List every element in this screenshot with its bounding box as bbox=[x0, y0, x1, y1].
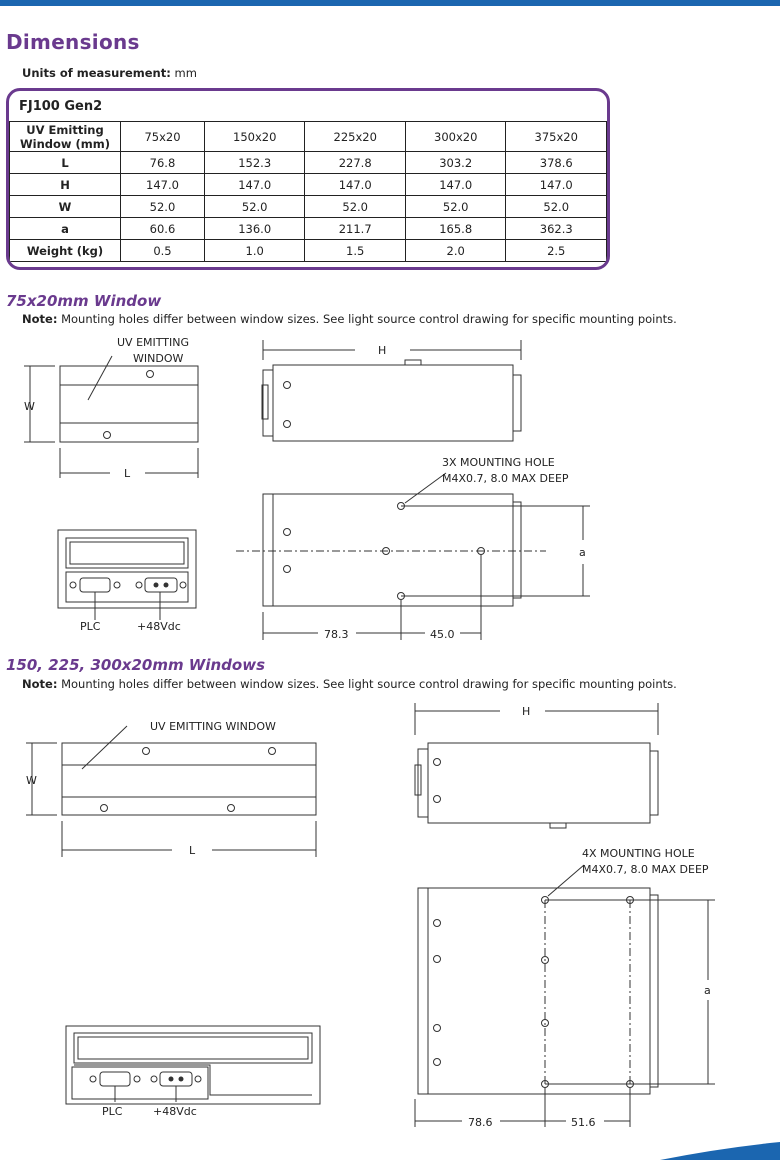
section-heading-150-300x20: 150, 225, 300x20mm Windows bbox=[6, 656, 265, 674]
table-row bbox=[10, 152, 607, 174]
table-cell: 52.0 bbox=[405, 196, 506, 218]
table-row bbox=[10, 240, 607, 262]
dim-78-3: 78.3 bbox=[324, 628, 349, 641]
row-label: a bbox=[10, 218, 121, 240]
front-view-outline bbox=[62, 743, 316, 815]
plc-label: PLC bbox=[80, 620, 101, 633]
table-cell: 76.8 bbox=[121, 152, 205, 174]
table-cell: 227.8 bbox=[305, 152, 406, 174]
uv-window-leader bbox=[82, 726, 127, 769]
table-cell: 147.0 bbox=[204, 174, 305, 196]
vdc-label: +48Vdc bbox=[153, 1105, 197, 1118]
dim-h-label: H bbox=[522, 705, 531, 718]
bottom-view-outline bbox=[428, 888, 650, 1094]
table-cell: 136.0 bbox=[204, 218, 305, 240]
dimensions-table-panel bbox=[6, 88, 610, 270]
table-row bbox=[10, 196, 607, 218]
table-cell: 147.0 bbox=[121, 174, 205, 196]
plc-connector bbox=[80, 578, 110, 592]
corner-accent-swoosh bbox=[660, 1140, 780, 1160]
row-label: W bbox=[10, 196, 121, 218]
dim-45-0: 45.0 bbox=[430, 628, 455, 641]
bottom-view-outline bbox=[273, 494, 513, 606]
section1-note: Note: Mounting holes differ between window sizes. See light source control drawing for specific mounting points. bbox=[22, 312, 677, 326]
row-label: H bbox=[10, 174, 121, 196]
side-view-outline bbox=[428, 743, 650, 823]
dim-78-6: 78.6 bbox=[468, 1116, 493, 1129]
table-cell: 147.0 bbox=[506, 174, 607, 196]
section-heading-75x20: 75x20mm Window bbox=[6, 292, 162, 310]
column-header: 300x20 bbox=[405, 122, 506, 152]
row-label: L bbox=[10, 152, 121, 174]
dim-h-label: H bbox=[378, 344, 387, 357]
uv-window-rect bbox=[62, 765, 316, 797]
table-row bbox=[10, 174, 607, 196]
table-cell: 1.0 bbox=[204, 240, 305, 262]
uv-window-label: UV EMITTING WINDOW bbox=[150, 720, 276, 733]
table-cell: 0.5 bbox=[121, 240, 205, 262]
column-header: 375x20 bbox=[506, 122, 607, 152]
table-row bbox=[10, 218, 607, 240]
table-cell: 60.6 bbox=[121, 218, 205, 240]
front-view-outline bbox=[60, 366, 198, 442]
dim-a-label: a bbox=[704, 984, 711, 997]
dc-connector bbox=[160, 1072, 192, 1086]
drawing-75x20 bbox=[0, 330, 780, 650]
table-title: FJ100 Gen2 bbox=[19, 99, 103, 114]
table-cell: 147.0 bbox=[305, 174, 406, 196]
top-accent-bar bbox=[0, 0, 780, 6]
dim-w-label: W bbox=[24, 400, 35, 413]
table-cell: 147.0 bbox=[405, 174, 506, 196]
mount-hole-label-1: 3X MOUNTING HOLE bbox=[442, 456, 555, 469]
column-header: 75x20 bbox=[121, 122, 205, 152]
dc-connector bbox=[145, 578, 177, 592]
plc-label: PLC bbox=[102, 1105, 123, 1118]
side-view-outline bbox=[273, 365, 513, 441]
table-cell: 52.0 bbox=[506, 196, 607, 218]
table-cell: 211.7 bbox=[305, 218, 406, 240]
uv-window-label-2: WINDOW bbox=[133, 352, 184, 365]
page-title: Dimensions bbox=[6, 30, 140, 54]
dim-a-label: a bbox=[579, 546, 586, 559]
vdc-label: +48Vdc bbox=[137, 620, 181, 633]
table-cell: 165.8 bbox=[405, 218, 506, 240]
section2-note: Note: Mounting holes differ between window sizes. See light source control drawing for specific mounting points. bbox=[22, 677, 677, 691]
row-label: Weight (kg) bbox=[10, 240, 121, 262]
dim-51-6: 51.6 bbox=[571, 1116, 596, 1129]
mount-hole-label-2: M4X0.7, 8.0 MAX DEEP bbox=[582, 863, 709, 876]
table-cell: 303.2 bbox=[405, 152, 506, 174]
table-cell: 52.0 bbox=[204, 196, 305, 218]
uv-window-rect bbox=[60, 385, 198, 423]
drawing-150-300x20 bbox=[0, 695, 780, 1135]
uv-window-leader bbox=[88, 356, 112, 400]
plc-connector bbox=[100, 1072, 130, 1086]
column-header: 225x20 bbox=[305, 122, 406, 152]
dim-l-label: L bbox=[189, 844, 196, 857]
column-header: 150x20 bbox=[204, 122, 305, 152]
uv-window-label-1: UV EMITTING bbox=[117, 336, 189, 349]
table-cell: 52.0 bbox=[121, 196, 205, 218]
table-cell: 52.0 bbox=[305, 196, 406, 218]
units-label: Units of measurement bbox=[22, 66, 167, 80]
mount-hole bbox=[104, 432, 111, 439]
table-cell: 152.3 bbox=[204, 152, 305, 174]
table-cell: 2.0 bbox=[405, 240, 506, 262]
units-value: mm bbox=[174, 66, 197, 80]
dimensions-table bbox=[9, 121, 607, 262]
mount-hole-label-1: 4X MOUNTING HOLE bbox=[582, 847, 695, 860]
mount-hole-label-2: M4X0.7, 8.0 MAX DEEP bbox=[442, 472, 569, 485]
units-line: Units of measurement: mm bbox=[22, 66, 197, 80]
table-cell: 1.5 bbox=[305, 240, 406, 262]
header-label-cell: UV Emitting Window (mm) bbox=[10, 122, 121, 152]
table-cell: 362.3 bbox=[506, 218, 607, 240]
table-header-row bbox=[10, 122, 607, 152]
mount-hole bbox=[147, 371, 154, 378]
dim-l-label: L bbox=[124, 467, 131, 480]
dim-w-label: W bbox=[26, 774, 37, 787]
table-cell: 378.6 bbox=[506, 152, 607, 174]
table-cell: 2.5 bbox=[506, 240, 607, 262]
